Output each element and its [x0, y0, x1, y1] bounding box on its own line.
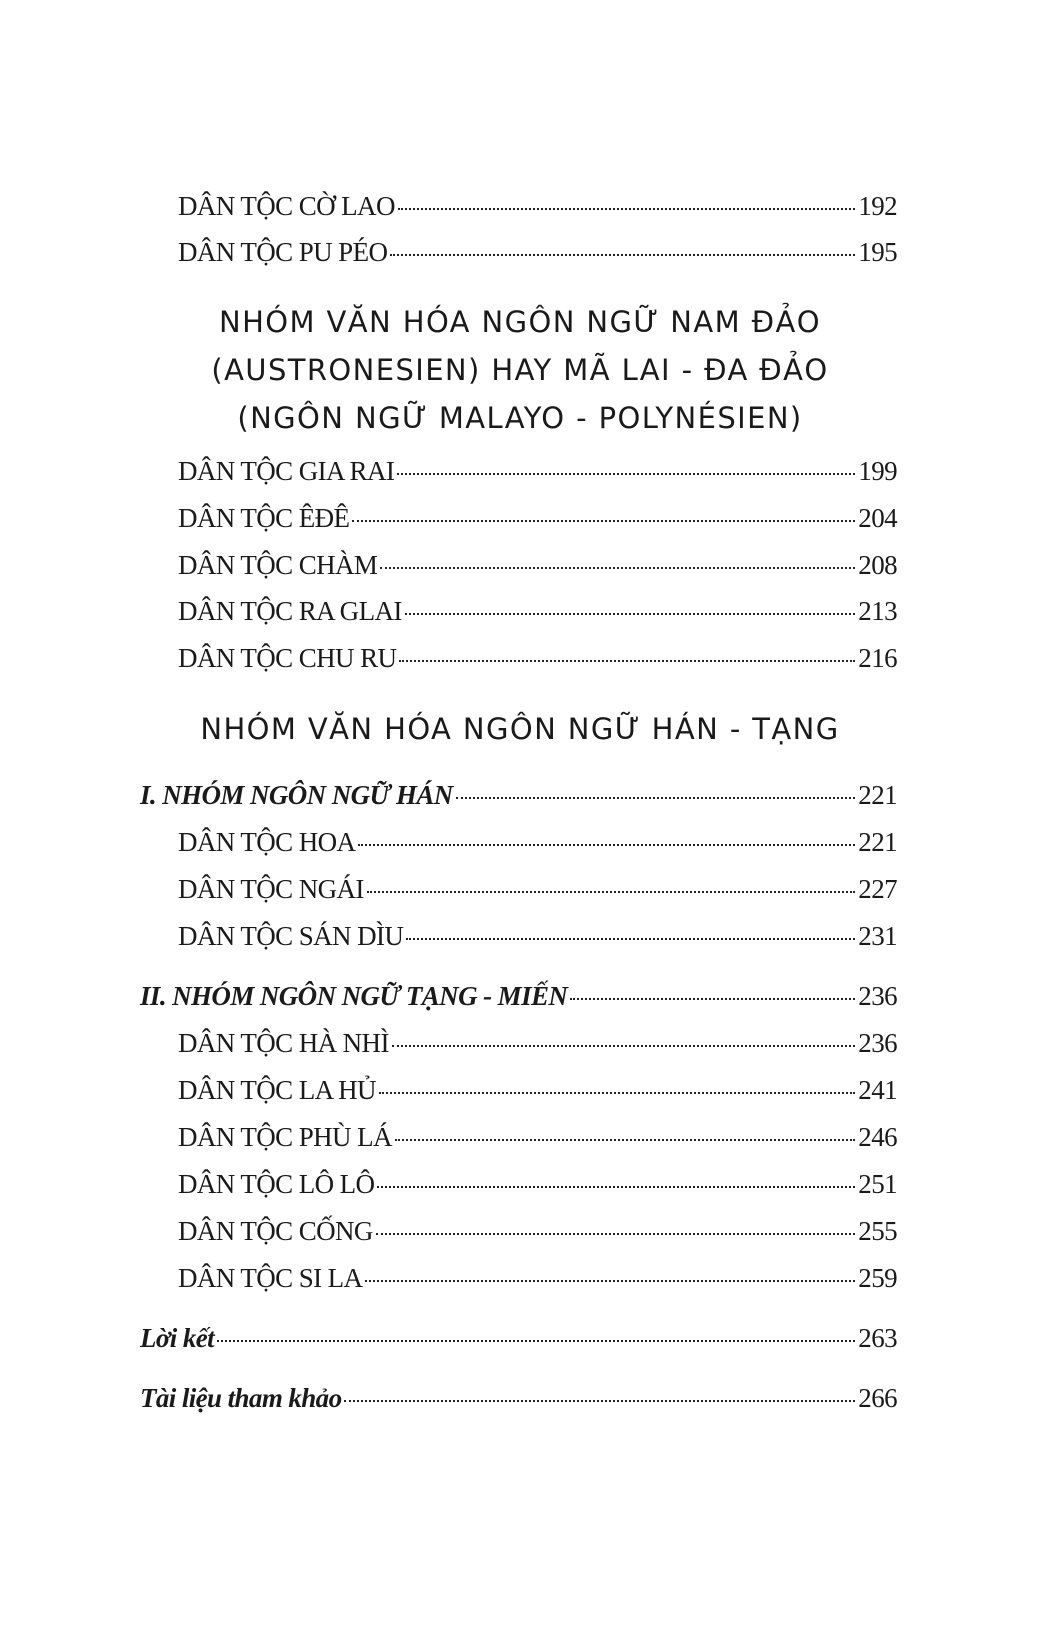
toc-entry-page: 231	[858, 921, 897, 951]
toc-entry-label: DÂN TỘC ÊĐÊ	[178, 503, 350, 533]
dot-leader	[405, 613, 856, 615]
toc-section-page: 221	[858, 780, 897, 810]
toc-entry-chu-ru[interactable]	[178, 642, 897, 674]
toc-entry-gia-rai[interactable]	[178, 455, 897, 487]
toc-entry-page: 255	[858, 1216, 897, 1246]
dot-leader	[570, 998, 855, 1000]
toc-entry-hoa[interactable]	[178, 826, 897, 858]
toc-entry-ede[interactable]	[178, 502, 897, 534]
dot-leader	[395, 1139, 855, 1141]
toc-entry-label: DÂN TỘC PU PÉO	[178, 237, 388, 267]
toc-entry-page: 236	[858, 1028, 897, 1058]
toc-entry-label: DÂN TỘC SI LA	[178, 1263, 363, 1293]
toc-section-label: II. NHÓM NGÔN NGỮ TẠNG - MIẾN	[140, 981, 568, 1011]
toc-entry-page: 199	[858, 456, 897, 486]
toc-entry-cong[interactable]	[178, 1215, 897, 1247]
toc-section-tang-mien[interactable]	[140, 980, 897, 1012]
toc-entry-label: DÂN TỘC LÔ LÔ	[178, 1169, 375, 1199]
toc-entry-label: DÂN TỘC LA HỦ	[178, 1075, 376, 1105]
dot-leader	[397, 473, 855, 475]
section-heading-sino-tibetan	[120, 705, 920, 753]
toc-entry-lo-lo[interactable]	[178, 1168, 897, 1200]
dot-leader	[344, 1400, 855, 1402]
dot-leader	[398, 208, 855, 210]
toc-entry-si-la[interactable]	[178, 1262, 897, 1294]
dot-leader	[390, 254, 855, 256]
toc-entry-label: Lời kết	[140, 1323, 215, 1353]
toc-entry-ngai[interactable]	[178, 873, 897, 905]
toc-entry-phu-la[interactable]	[178, 1121, 897, 1153]
dot-leader	[352, 520, 855, 522]
dot-leader	[406, 938, 855, 940]
dot-leader	[379, 1092, 855, 1094]
toc-entry-label: DÂN TỘC PHÙ LÁ	[178, 1122, 392, 1152]
heading-line: (NGÔN NGỮ MALAYO - POLYNÉSIEN)	[237, 401, 803, 435]
toc-entry-label: DÂN TỘC HOA	[178, 827, 356, 857]
toc-entry-page: 204	[858, 503, 897, 533]
toc-entry-page: 266	[858, 1383, 897, 1413]
dot-leader	[399, 660, 855, 662]
toc-entry-page: 263	[858, 1323, 897, 1353]
toc-entry-cham[interactable]	[178, 549, 897, 581]
toc-entry-label: DÂN TỘC CHU RU	[178, 643, 397, 673]
toc-entry-label: DÂN TỘC HÀ NHÌ	[178, 1028, 389, 1058]
toc-entry-label: Tài liệu tham khảo	[140, 1383, 342, 1413]
toc-entry-label: DÂN TỘC CỜ LAO	[178, 191, 395, 221]
toc-entry-page: 221	[858, 827, 897, 857]
dot-leader	[392, 1045, 855, 1047]
toc-entry-page: 213	[858, 596, 897, 626]
toc-entry-pu-peo[interactable]	[178, 236, 897, 268]
heading-line: NHÓM VĂN HÓA NGÔN NGỮ NAM ĐẢO	[218, 305, 821, 339]
toc-entry-la-hu[interactable]	[178, 1074, 897, 1106]
toc-entry-page: 246	[858, 1122, 897, 1152]
section-heading-austronesian	[120, 298, 920, 442]
dot-leader	[217, 1340, 855, 1342]
toc-entry-ra-glai[interactable]	[178, 595, 897, 627]
toc-section-han[interactable]	[140, 779, 897, 811]
toc-entry-page: 192	[858, 191, 897, 221]
toc-entry-label: DÂN TỘC CHÀM	[178, 550, 378, 580]
dot-leader	[365, 1280, 855, 1282]
toc-entry-page: 259	[858, 1263, 897, 1293]
dot-leader	[376, 1233, 855, 1235]
toc-entry-ha-nhi[interactable]	[178, 1027, 897, 1059]
toc-entry-co-lao[interactable]	[178, 190, 897, 222]
toc-entry-label: DÂN TỘC SÁN DÌU	[178, 921, 404, 951]
toc-section-page: 236	[858, 981, 897, 1011]
dot-leader	[380, 567, 855, 569]
toc-entry-references[interactable]	[140, 1382, 897, 1414]
heading-line: NHÓM VĂN HÓA NGÔN NGỮ HÁN - TẠNG	[200, 712, 840, 746]
dot-leader	[456, 797, 856, 799]
heading-line: (AUSTRONESIEN) HAY MÃ LAI - ĐA ĐẢO	[211, 353, 829, 387]
toc-entry-page: 241	[858, 1075, 897, 1105]
toc-entry-label: DÂN TỘC CỐNG	[178, 1216, 373, 1246]
toc-entry-page: 227	[858, 874, 897, 904]
toc-entry-page: 208	[858, 550, 897, 580]
toc-entry-page: 216	[858, 643, 897, 673]
toc-entry-san-diu[interactable]	[178, 920, 897, 952]
toc-entry-page: 195	[858, 237, 897, 267]
toc-entry-label: DÂN TỘC GIA RAI	[178, 456, 395, 486]
toc-entry-page: 251	[858, 1169, 897, 1199]
dot-leader	[367, 891, 856, 893]
dot-leader	[358, 844, 855, 846]
toc-entry-label: DÂN TỘC NGÁI	[178, 874, 364, 904]
toc-section-label: I. NHÓM NGÔN NGỮ HÁN	[140, 780, 453, 810]
toc-entry-label: DÂN TỘC RA GLAI	[178, 596, 402, 626]
dot-leader	[377, 1186, 855, 1188]
toc-entry-closing[interactable]	[140, 1322, 897, 1354]
